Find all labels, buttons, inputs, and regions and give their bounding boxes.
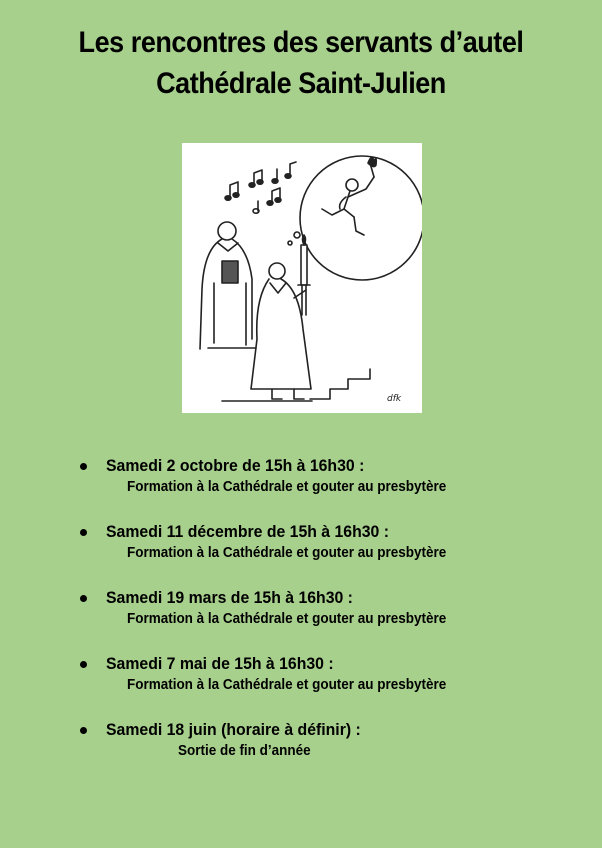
altar-servers-drawing — [182, 143, 422, 413]
runner-with-torch-icon — [322, 157, 376, 235]
list-item — [78, 455, 588, 497]
list-item — [78, 719, 588, 761]
events-list — [78, 455, 588, 785]
event-date: Samedi 19 mars de 15h à 16h30 : — [106, 588, 353, 607]
event-description: Sortie de fin d’année — [178, 743, 311, 759]
bullet-icon — [80, 727, 87, 734]
bullet-icon — [80, 463, 87, 470]
event-description: Formation à la Cathédrale et gouter au presbytère — [127, 677, 447, 693]
artist-signature: dfk — [387, 394, 402, 404]
thought-bubble — [288, 156, 422, 280]
title-line-2: Cathédrale Saint-Julien — [156, 67, 446, 100]
music-notes-icon — [225, 162, 296, 213]
event-date: Samedi 18 juin (horaire à définir) : — [106, 720, 361, 739]
event-date: Samedi 7 mai de 15h à 16h30 : — [106, 654, 334, 673]
list-item — [78, 653, 588, 695]
priest-figure — [200, 222, 256, 349]
page-title — [30, 22, 572, 104]
event-description: Formation à la Cathédrale et gouter au presbytère — [127, 545, 447, 561]
bullet-icon — [80, 661, 87, 668]
event-description: Formation à la Cathédrale et gouter au presbytère — [127, 611, 447, 627]
altar-boy-figure — [251, 235, 311, 399]
list-item — [78, 521, 588, 563]
event-date: Samedi 11 décembre de 15h à 16h30 : — [106, 522, 389, 541]
stairs — [310, 369, 370, 399]
event-date: Samedi 2 octobre de 15h à 16h30 : — [106, 456, 365, 475]
bullet-icon — [80, 595, 87, 602]
event-description: Formation à la Cathédrale et gouter au presbytère — [127, 479, 447, 495]
list-item — [78, 587, 588, 629]
title-line-1: Les rencontres des servants d’autel — [78, 26, 524, 59]
altar-servers-illustration — [182, 143, 422, 413]
bullet-icon — [80, 529, 87, 536]
